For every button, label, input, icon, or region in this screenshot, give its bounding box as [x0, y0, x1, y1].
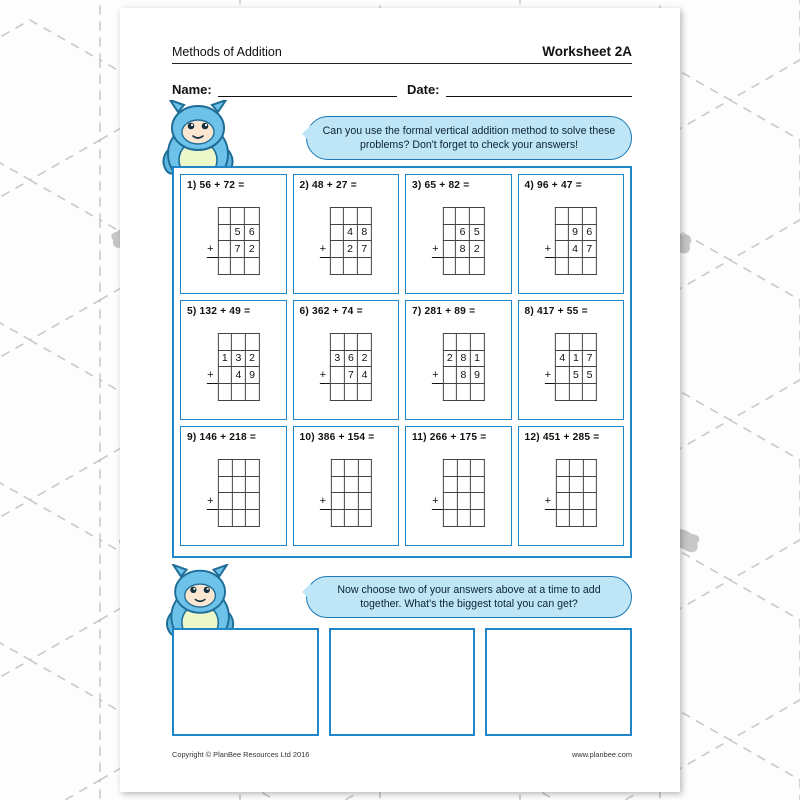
question-cell[interactable]: [518, 174, 625, 294]
instruction-bubble-bottom: Now choose two of your answers above at a time to add together. What's the biggest total you can get?: [306, 576, 632, 618]
worksheet-page: [120, 8, 680, 792]
answer-boxes: [172, 628, 632, 736]
questions-panel: [172, 166, 632, 558]
name-date-row: [172, 82, 632, 97]
column-method-grid[interactable]: +: [207, 459, 259, 527]
question-label: 1) 56 + 72 =: [187, 180, 245, 191]
column-method-grid[interactable]: 3 6 2 + 7 4: [320, 333, 372, 401]
question-cell[interactable]: [518, 300, 625, 420]
column-method-grid[interactable]: 5 6 + 7 2: [207, 207, 259, 275]
question-cell[interactable]: [405, 300, 512, 420]
answer-box[interactable]: [485, 628, 632, 736]
page-footer: [172, 750, 632, 759]
question-cell[interactable]: [518, 426, 625, 546]
column-method-grid[interactable]: 4 1 7 + 5 5: [545, 333, 597, 401]
question-cell[interactable]: [180, 426, 287, 546]
question-row: [180, 300, 624, 420]
question-cell[interactable]: [180, 300, 287, 420]
worksheet-number: Worksheet 2A: [542, 44, 632, 59]
question-cell[interactable]: [180, 174, 287, 294]
question-label: 2) 48 + 27 =: [299, 180, 357, 191]
answer-box[interactable]: [172, 628, 319, 736]
instruction-bubble-top: Can you use the formal vertical addition method to solve these problems? Don't forget to check your answers!: [306, 116, 632, 160]
column-method-grid[interactable]: 4 8 + 2 7: [320, 207, 372, 275]
question-row: [180, 174, 624, 294]
answer-box[interactable]: [329, 628, 476, 736]
question-label: 11) 266 + 175 =: [412, 432, 487, 443]
question-label: 4) 96 + 47 =: [524, 180, 582, 191]
question-label: 8) 417 + 55 =: [524, 306, 588, 317]
question-cell[interactable]: [293, 426, 400, 546]
page-title: Methods of Addition: [172, 45, 282, 59]
column-method-grid[interactable]: 6 5 + 8 2: [432, 207, 484, 275]
name-input[interactable]: [218, 84, 397, 97]
column-method-grid[interactable]: +: [545, 459, 597, 527]
question-label: 10) 386 + 154 =: [299, 432, 375, 443]
column-method-grid[interactable]: 9 6 + 4 7: [545, 207, 597, 275]
question-label: 5) 132 + 49 =: [187, 306, 251, 317]
column-method-grid[interactable]: 1 3 2 + 4 9: [207, 333, 259, 401]
copyright-text: Copyright © PlanBee Resources Ltd 2016: [172, 750, 310, 759]
question-label: 7) 281 + 89 =: [412, 306, 476, 317]
question-label: 12) 451 + 285 =: [524, 432, 600, 443]
column-method-grid[interactable]: +: [320, 459, 372, 527]
question-label: 9) 146 + 218 =: [187, 432, 257, 443]
website-link[interactable]: www.planbee.com: [572, 750, 632, 759]
date-label: Date:: [407, 82, 440, 97]
question-cell[interactable]: [293, 174, 400, 294]
question-cell[interactable]: [293, 300, 400, 420]
name-label: Name:: [172, 82, 212, 97]
question-cell[interactable]: [405, 426, 512, 546]
date-input[interactable]: [446, 84, 632, 97]
question-label: 3) 65 + 82 =: [412, 180, 470, 191]
question-cell[interactable]: [405, 174, 512, 294]
worksheet-header: [172, 44, 632, 64]
column-method-grid[interactable]: 2 8 1 + 8 9: [432, 333, 484, 401]
column-method-grid[interactable]: +: [432, 459, 484, 527]
question-row: [180, 426, 624, 546]
question-label: 6) 362 + 74 =: [299, 306, 363, 317]
